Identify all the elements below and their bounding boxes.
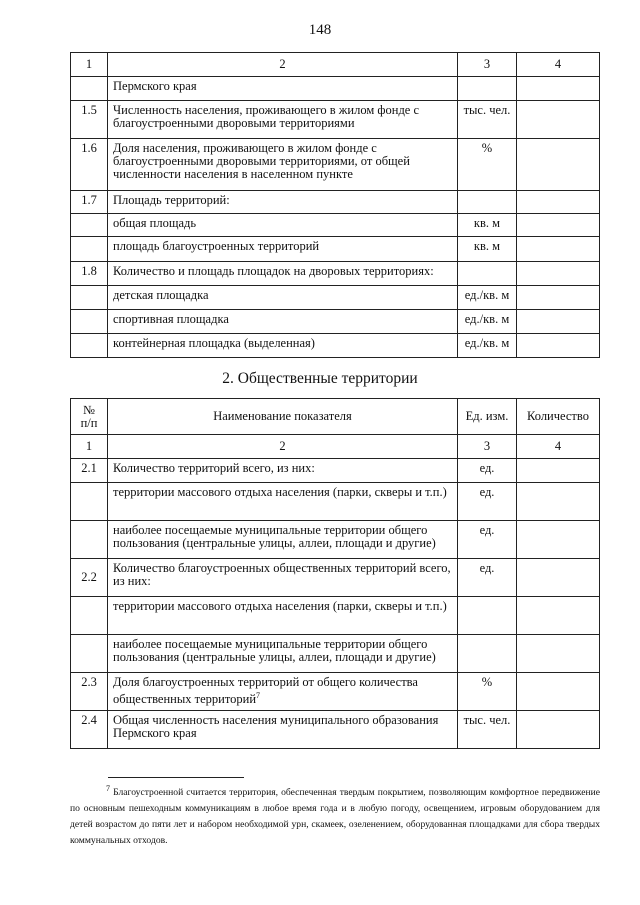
row-unit: тыс. чел. <box>458 101 517 139</box>
row-text: площадь благоустроенных территорий <box>108 237 458 262</box>
row-value <box>517 214 600 237</box>
row-text: Доля населения, проживающего в жилом фонде с благоустроенными дворовыми территориями, от общей численности населения в населенном пункте <box>108 139 458 191</box>
row-value <box>517 101 600 139</box>
row-number: 2.2 <box>71 559 108 597</box>
row-text: Количество территорий всего, из них: <box>108 459 458 483</box>
header-cell: 4 <box>517 53 600 77</box>
row-text <box>108 673 458 711</box>
row-value <box>517 635 600 673</box>
table-row <box>71 559 600 597</box>
header-cell: 1 <box>71 53 108 77</box>
header-cell-qty: Количество <box>517 399 600 435</box>
header-cell-number <box>71 399 108 435</box>
footnote-mark: 7 <box>106 784 110 793</box>
row-text: контейнерная площадка (выделенная) <box>108 334 458 358</box>
table-row <box>71 214 600 237</box>
table-row <box>71 191 600 214</box>
header-cell-name: Наименование показателя <box>108 399 458 435</box>
table-header-row <box>71 399 600 435</box>
section-title: 2. Общественные территории <box>222 370 418 387</box>
row-unit: кв. м <box>458 237 517 262</box>
row-value <box>517 310 600 334</box>
index-cell: 4 <box>517 435 600 459</box>
row-value <box>517 483 600 521</box>
table-row <box>71 597 600 635</box>
row-unit <box>458 262 517 286</box>
row-unit: ед. <box>458 521 517 559</box>
row-unit <box>458 635 517 673</box>
table-row <box>71 139 600 191</box>
footnote-text: Благоустроенной считается территория, обеспеченная твердым покрытием, позволяющим комфортное передвижение по основным пешеходным коммуникациям в любое время года и в любую погоду, освещением, игровым оборудованием для детей возрастом до пяти лет и набором необходимой урн, скамеек, озеленением, оборудованная площадками для сбора твердых коммунальных отходов. <box>70 787 600 847</box>
row-number <box>71 310 108 334</box>
header-num-line1: № <box>83 402 95 417</box>
row-number: 2.3 <box>71 673 108 711</box>
row-value <box>517 711 600 749</box>
row-unit <box>458 597 517 635</box>
header-cell: 2 <box>108 53 458 77</box>
table-row <box>71 521 600 559</box>
table-row <box>71 77 600 101</box>
row-number <box>71 635 108 673</box>
row-text: Численность населения, проживающего в жилом фонде с благоустроенными дворовыми территориями <box>108 101 458 139</box>
table-row <box>71 483 600 521</box>
row-value <box>517 559 600 597</box>
row-value <box>517 191 600 214</box>
table-row <box>71 711 600 749</box>
row-value <box>517 77 600 101</box>
row-text: Количество и площадь площадок на дворовых территориях: <box>108 262 458 286</box>
table-row <box>71 334 600 358</box>
row-number: 1.6 <box>71 139 108 191</box>
table-row <box>71 262 600 286</box>
row-text: спортивная площадка <box>108 310 458 334</box>
table-row <box>71 101 600 139</box>
row-unit: % <box>458 139 517 191</box>
table-row <box>71 635 600 673</box>
index-cell: 2 <box>108 435 458 459</box>
footnote-separator <box>108 777 244 778</box>
table-row <box>71 237 600 262</box>
row-unit <box>458 77 517 101</box>
row-unit: тыс. чел. <box>458 711 517 749</box>
row-value <box>517 673 600 711</box>
row-value <box>517 262 600 286</box>
row-number: 1.5 <box>71 101 108 139</box>
row-unit: ед. <box>458 459 517 483</box>
header-cell-unit: Ед. изм. <box>458 399 517 435</box>
row-value <box>517 237 600 262</box>
row-number: 1.8 <box>71 262 108 286</box>
page-number: 148 <box>308 22 332 38</box>
table-row <box>71 459 600 483</box>
row-number: 2.4 <box>71 711 108 749</box>
row-number <box>71 237 108 262</box>
row-text: территории массового отдыха населения (парки, скверы и т.п.) <box>108 597 458 635</box>
row-text: общая площадь <box>108 214 458 237</box>
row-number: 1.7 <box>71 191 108 214</box>
row-value <box>517 521 600 559</box>
row-unit: ед./кв. м <box>458 334 517 358</box>
row-text: Общая численность населения муниципального образования Пермского края <box>108 711 458 749</box>
index-cell: 3 <box>458 435 517 459</box>
footnote-reference: 7 <box>256 691 261 700</box>
row-text: территории массового отдыха населения (парки, скверы и т.п.) <box>108 483 458 521</box>
row-number <box>71 483 108 521</box>
row-number <box>71 597 108 635</box>
row-number <box>71 77 108 101</box>
row-text: Количество благоустроенных общественных территорий всего, из них: <box>108 559 458 597</box>
row-text: детская площадка <box>108 286 458 310</box>
row-unit: ед./кв. м <box>458 286 517 310</box>
row-value <box>517 139 600 191</box>
row-number <box>71 521 108 559</box>
row-value <box>517 286 600 310</box>
row-number <box>71 334 108 358</box>
row-value <box>517 459 600 483</box>
index-cell: 1 <box>71 435 108 459</box>
header-num-line2: п/п <box>80 415 98 430</box>
row-unit: ед. <box>458 483 517 521</box>
row-text: Пермского края <box>108 77 458 101</box>
row-unit: ед./кв. м <box>458 310 517 334</box>
row-value <box>517 597 600 635</box>
table-row <box>71 310 600 334</box>
table-index-row <box>71 435 600 459</box>
table-row <box>71 673 600 711</box>
row-number: 2.1 <box>71 459 108 483</box>
table-yard-territories <box>70 52 600 358</box>
row-number <box>71 214 108 237</box>
row-text: наиболее посещаемые муниципальные территории общего пользования (центральные улицы, аллеи, площади и другие) <box>108 635 458 673</box>
table-row <box>71 286 600 310</box>
row-unit: % <box>458 673 517 711</box>
row-text-content: Доля благоустроенных территорий от общего количества общественных территорий <box>113 675 418 707</box>
table-header-row <box>71 53 600 77</box>
row-unit: кв. м <box>458 214 517 237</box>
row-value <box>517 334 600 358</box>
header-cell: 3 <box>458 53 517 77</box>
row-number <box>71 286 108 310</box>
row-unit: ед. <box>458 559 517 597</box>
row-unit <box>458 191 517 214</box>
footnote <box>70 781 600 849</box>
row-text: Площадь территорий: <box>108 191 458 214</box>
row-text: наиболее посещаемые муниципальные территории общего пользования (центральные улицы, аллеи, площади и другие) <box>108 521 458 559</box>
table-public-territories <box>70 398 600 749</box>
